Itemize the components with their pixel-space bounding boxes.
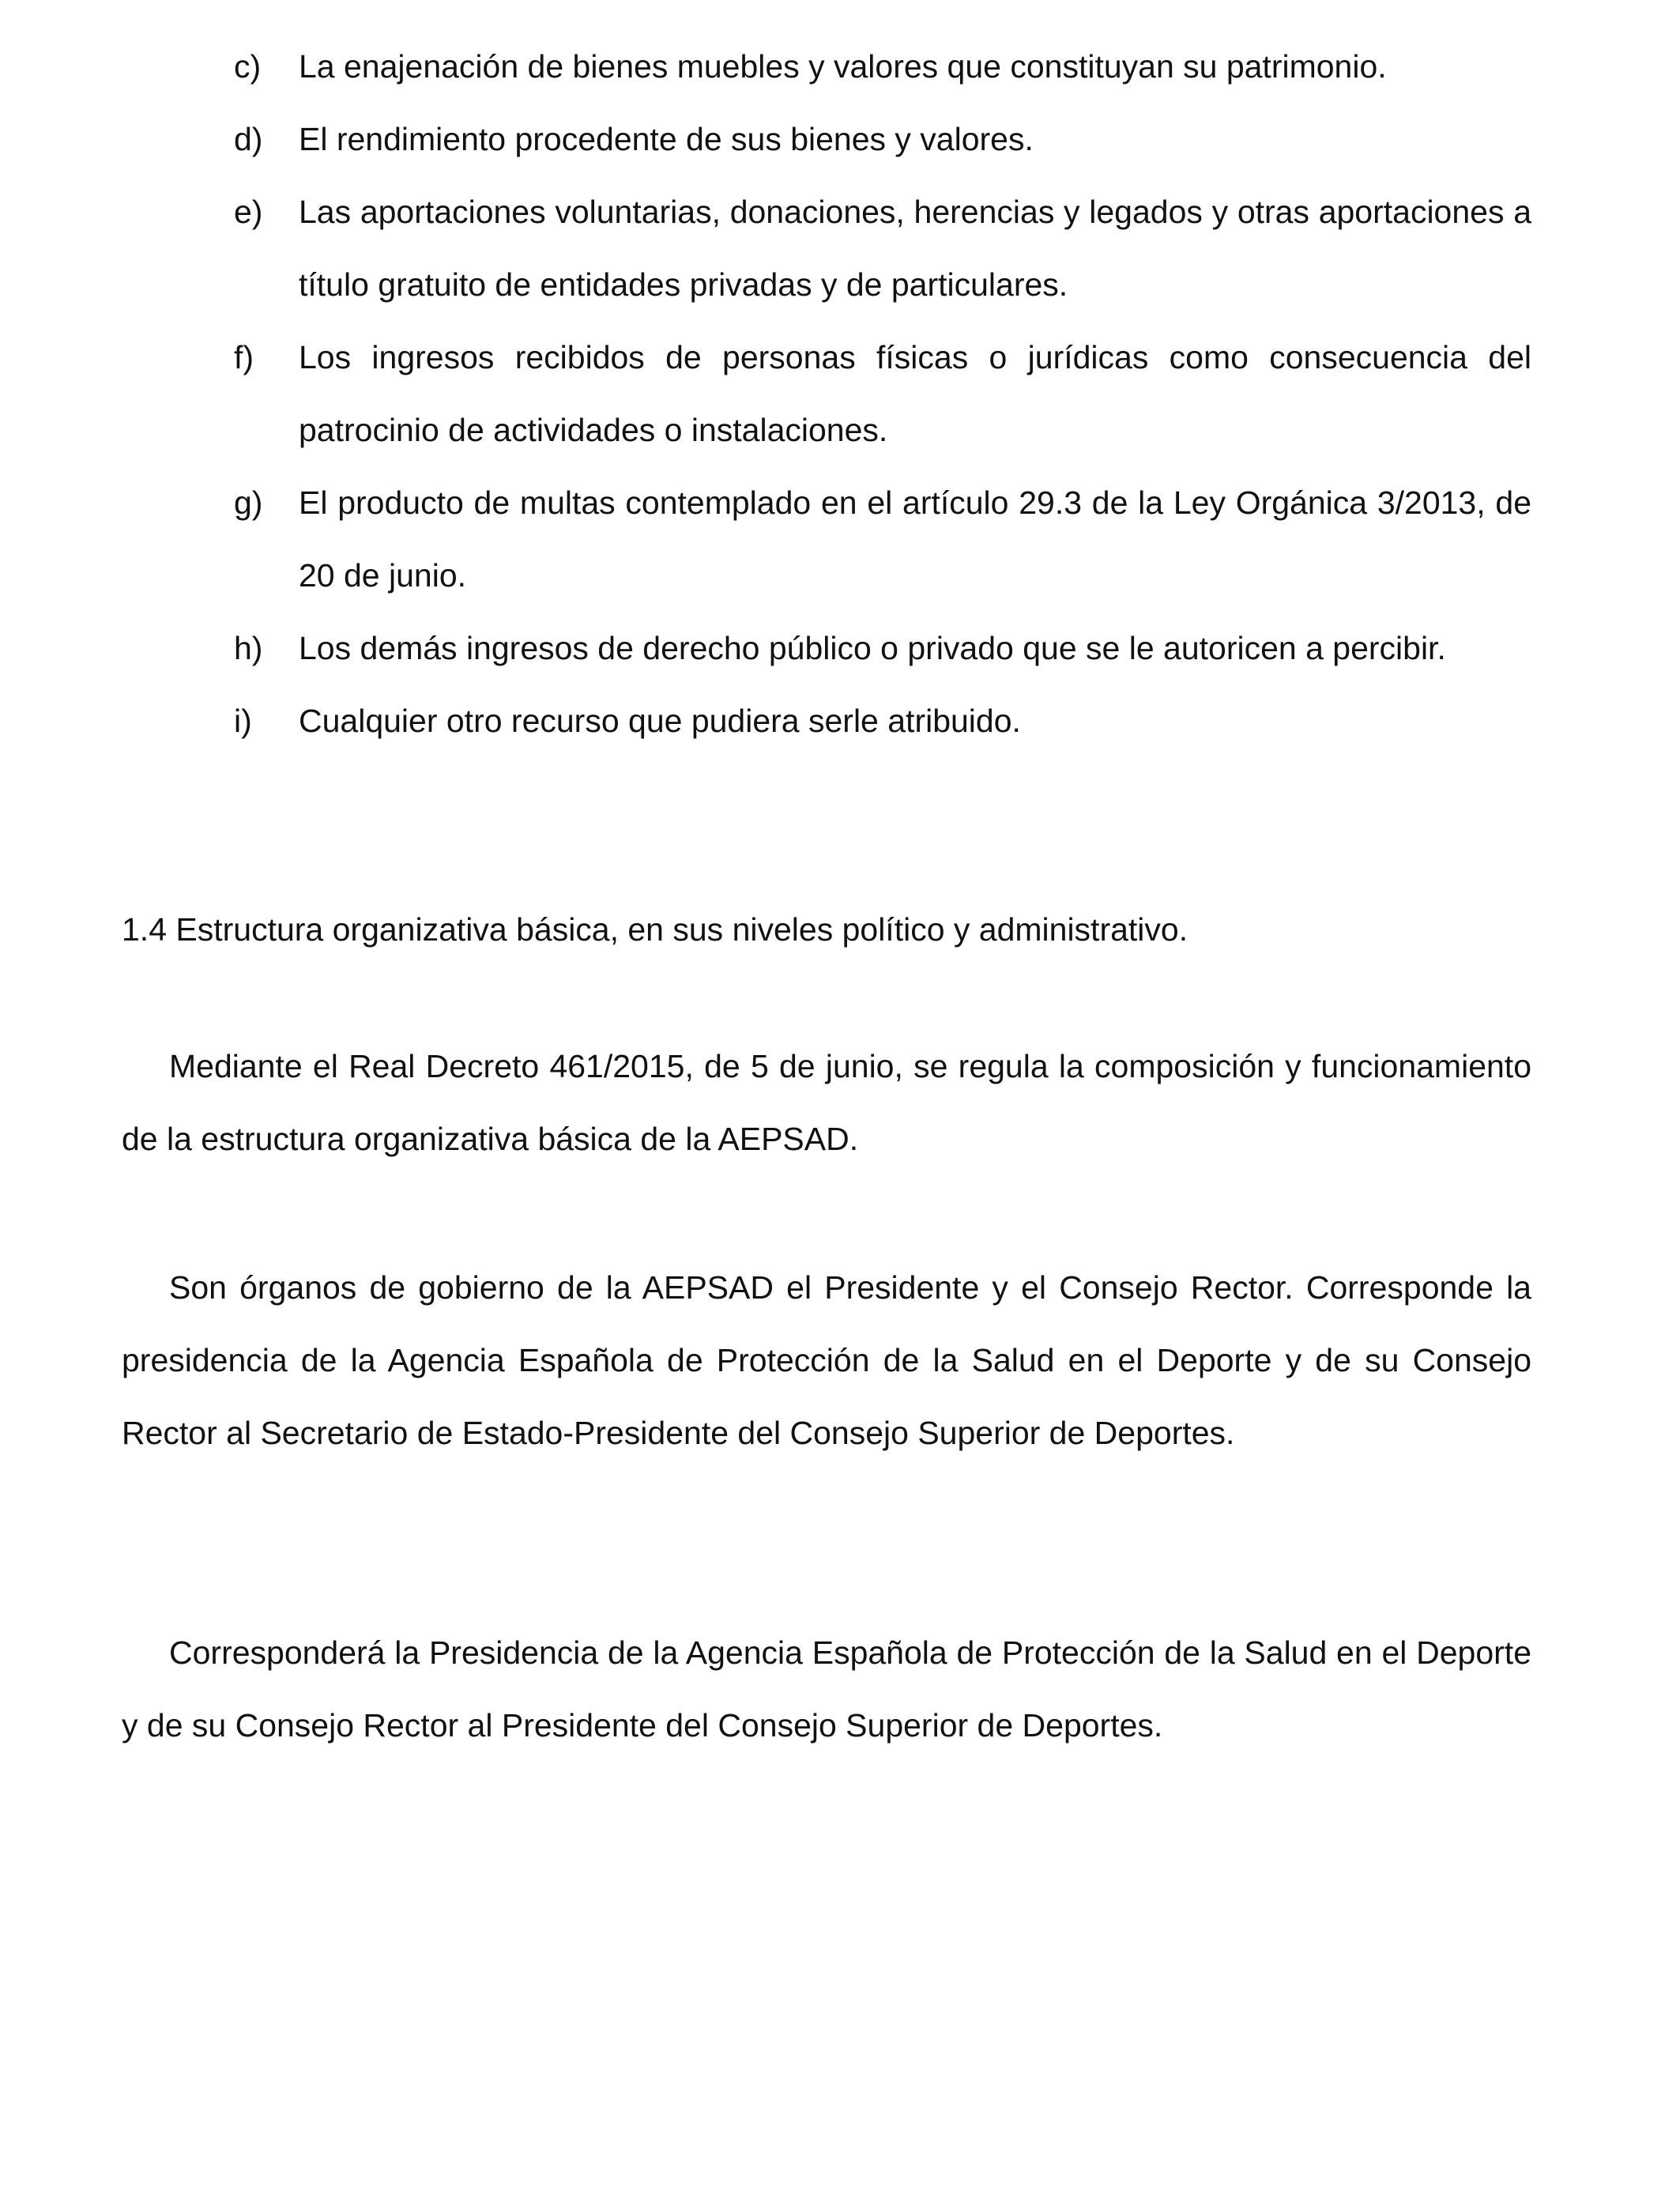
list-item-text: Cualquier otro recurso que pudiera serle atribuido. [299,703,1021,739]
list-item-text: El rendimiento procedente de sus bienes y valores. [299,121,1034,157]
section-heading: 1.4 Estructura organizativa básica, en sus niveles político y administrativo. [122,911,1188,948]
list-item-text: La enajenación de bienes muebles y valores que constituyan su patrimonio. [299,48,1387,85]
list-marker: i) [234,703,252,739]
list-marker: g) [234,484,263,521]
paragraph-governing-bodies: Son órganos de gobierno de la AEPSAD el Presidente y el Consejo Rector. Corresponde la presidencia de la Agencia Española de Protección de la Salud en el Deporte y de su Consejo Rector al Secretario de Estado-Presidente del Consejo Superior de Deportes. [122,1269,1531,1451]
list-marker: d) [234,121,263,157]
list-item [234,103,1531,175]
list-item [234,321,1531,466]
list-item-text: Los demás ingresos de derecho público o privado que se le autoricen a percibir. [299,630,1446,666]
list-marker: h) [234,630,263,666]
list-item-text: Los ingresos recibidos de personas físicas o jurídicas como consecuencia del patrocinio de actividades o instalaciones. [299,339,1531,448]
paragraph-presidency: Corresponderá la Presidencia de la Agencia Española de Protección de la Salud en el Deporte y de su Consejo Rector al Presidente del Consejo Superior de Deportes. [122,1634,1531,1744]
list-marker: f) [234,339,254,375]
list-item [234,30,1531,103]
list-item [234,175,1531,321]
resources-list [234,30,1531,757]
list-item [234,684,1531,757]
list-item-text: Las aportaciones voluntarias, donaciones, herencias y legados y otras aportaciones a título gratuito de entidades privadas y de particulares. [299,194,1531,303]
list-marker: e) [234,194,263,230]
list-item [234,466,1531,612]
list-item-text: El producto de multas contemplado en el artículo 29.3 de la Ley Orgánica 3/2013, de 20 de junio. [299,484,1531,594]
list-item [234,612,1531,684]
paragraph-decree: Mediante el Real Decreto 461/2015, de 5 de junio, se regula la composición y funcionamiento de la estructura organizativa básica de la AEPSAD. [122,1048,1531,1157]
list-marker: c) [234,48,262,85]
